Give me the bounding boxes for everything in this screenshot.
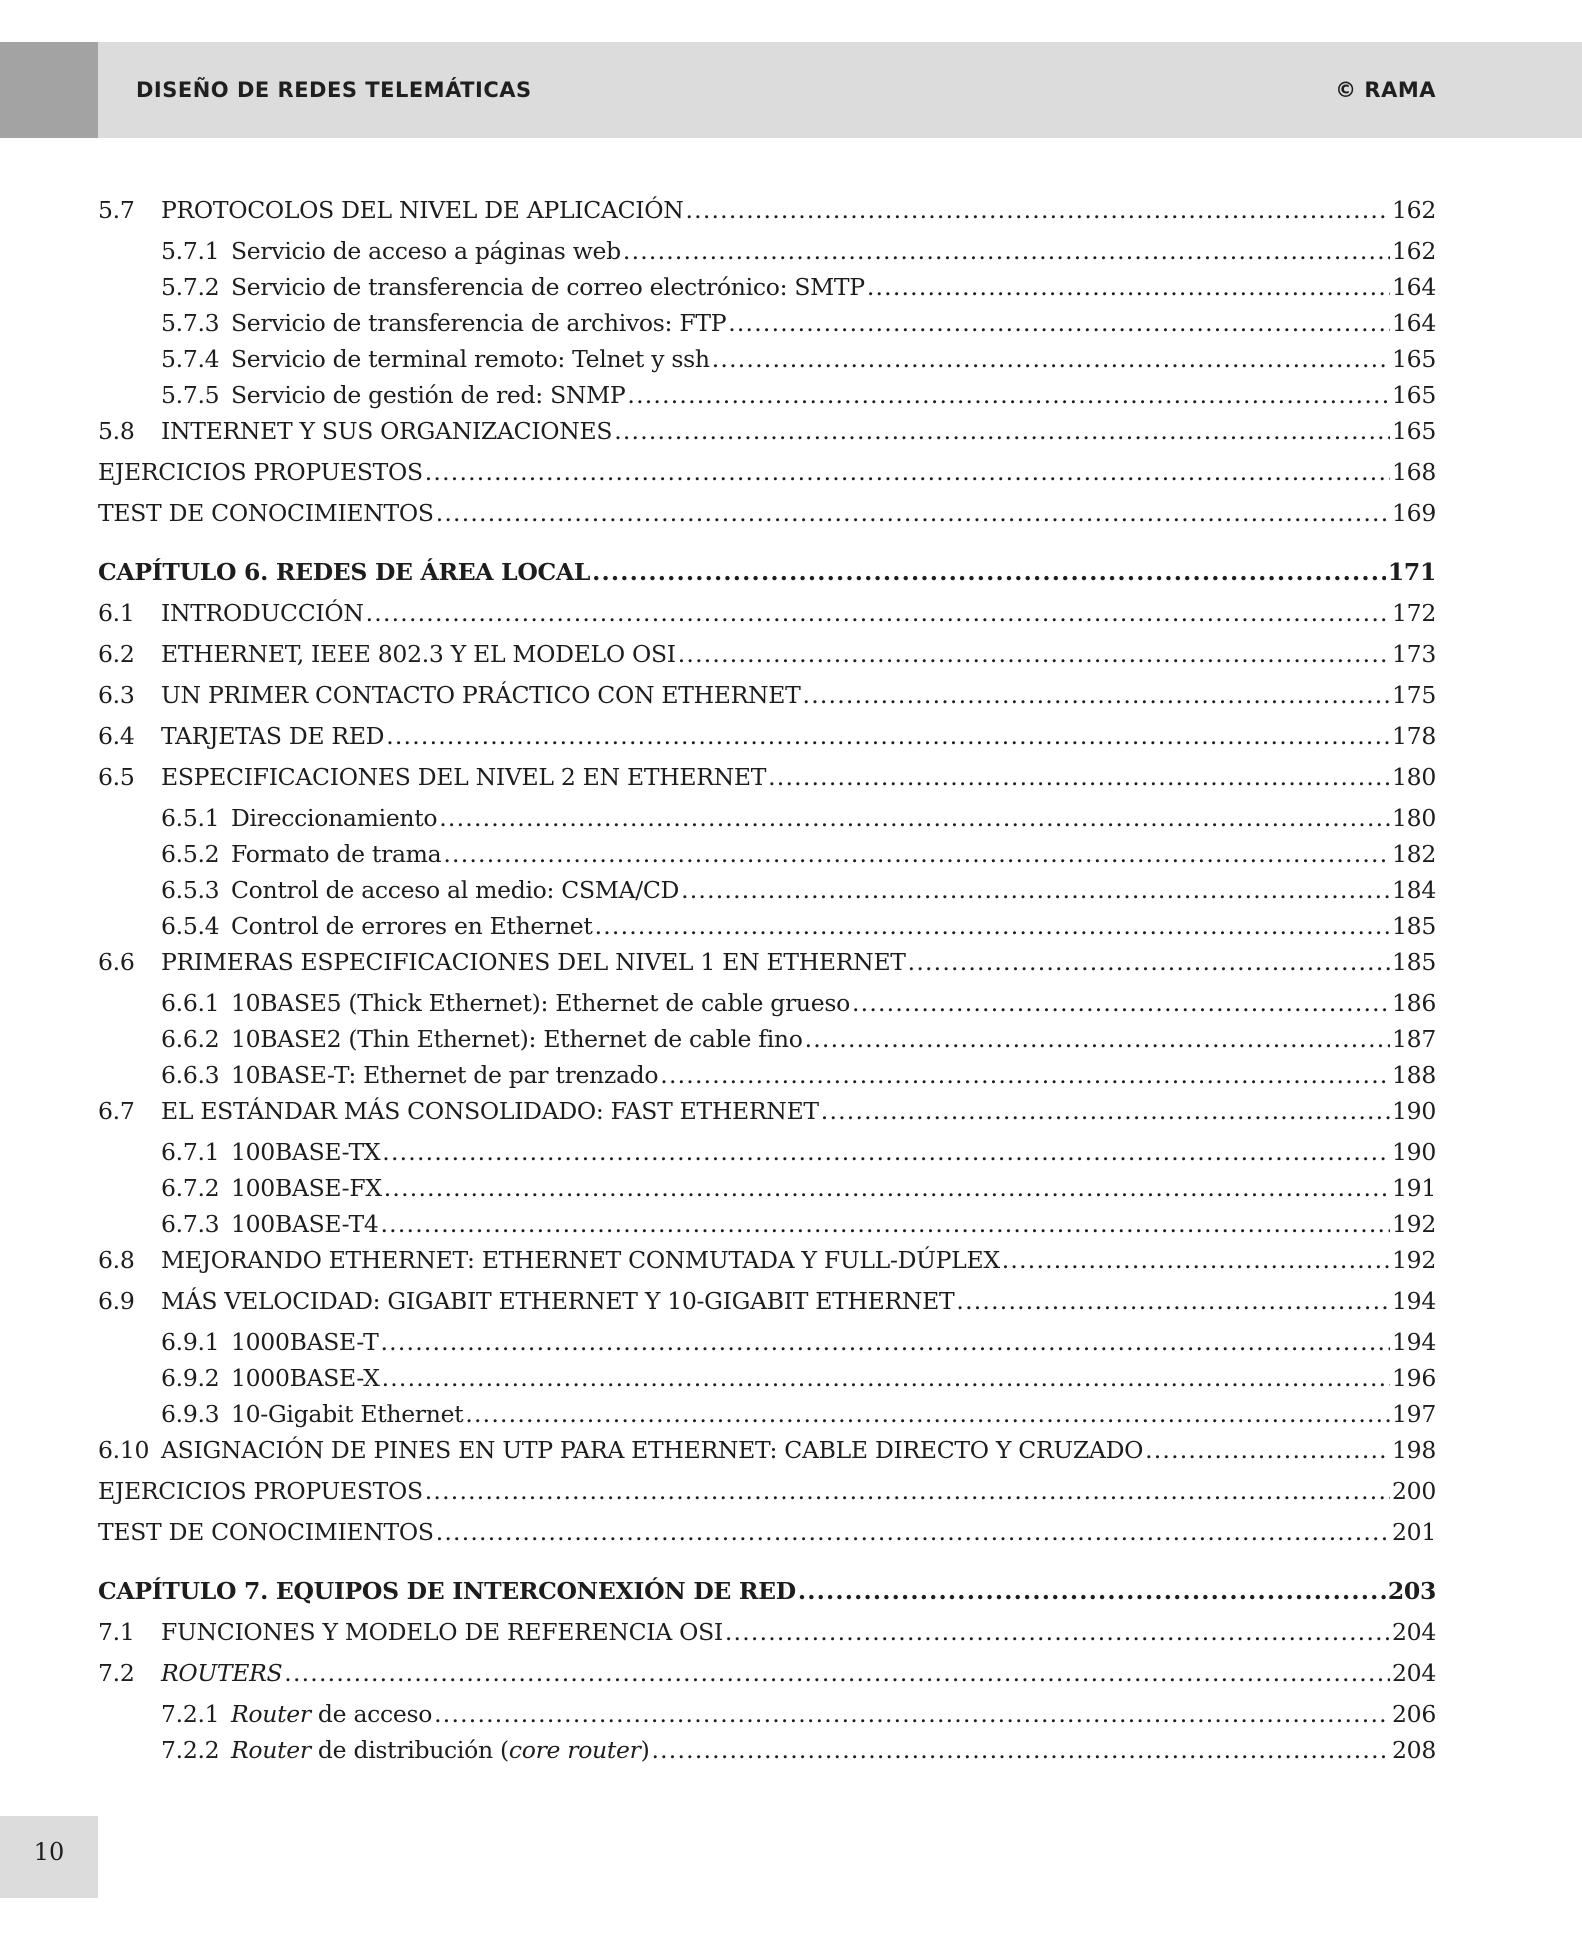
toc-entry-number: 6.2 [98,640,135,668]
dot-leader [592,558,1386,586]
dot-leader [386,722,1390,750]
toc-entry-number: 7.2.1 [161,1700,220,1728]
toc-entry [98,1477,1436,1518]
toc-entry-page: 180 [1392,763,1436,791]
toc-entry-page: 192 [1392,1246,1436,1274]
dot-leader [439,804,1390,832]
table-of-contents [98,196,1436,1772]
toc-entry-title: 10BASE-T: Ethernet de par trenzado [231,1061,659,1089]
toc-entry-title: 100BASE-TX [231,1138,381,1166]
dot-leader [805,1025,1390,1053]
toc-entry-title: TEST DE CONOCIMIENTOS [98,499,434,527]
toc-entry-title: 100BASE-T4 [231,1210,379,1238]
toc-entry-number: 6.1 [98,599,135,627]
toc-entry [98,640,1436,681]
toc-entry-number: 6.5 [98,763,135,791]
dot-leader [1002,1246,1390,1274]
dot-leader [595,912,1390,940]
dot-leader [465,1400,1390,1428]
toc-entry [98,1025,1436,1061]
toc-entry [98,1400,1436,1436]
toc-entry-number: 5.7.5 [161,381,220,409]
toc-entry-page: 172 [1392,599,1436,627]
dot-leader [381,1210,1391,1238]
toc-entry-number: 6.7.3 [161,1210,220,1238]
toc-entry-title: FUNCIONES Y MODELO DE REFERENCIA OSI [161,1618,723,1646]
toc-entry [98,196,1436,237]
toc-entry-number: 6.3 [98,681,135,709]
toc-entry-title: Servicio de acceso a páginas web [231,237,621,265]
toc-entry-page: 175 [1392,681,1436,709]
toc-entry-page: 186 [1392,989,1436,1017]
toc-entry-title: PROTOCOLOS DEL NIVEL DE APLICACIÓN [161,196,684,224]
dot-leader [686,196,1391,224]
dot-leader [867,273,1390,301]
toc-entry [98,417,1436,458]
toc-entry-title: EL ESTÁNDAR MÁS CONSOLIDADO: FAST ETHERNET [161,1097,819,1125]
toc-entry-number: 5.7.4 [161,345,220,373]
toc-entry-page: 188 [1392,1061,1436,1089]
toc-entry-title: Formato de trama [231,840,442,868]
toc-entry-number: 6.5.1 [161,804,220,832]
toc-entry-title: 1000BASE-T [231,1328,379,1356]
toc-entry [98,381,1436,417]
toc-entry-page: 178 [1392,722,1436,750]
toc-entry-title: INTERNET Y SUS ORGANIZACIONES [161,417,613,445]
toc-entry-number: 6.7 [98,1097,135,1125]
toc-entry-title: 10BASE2 (Thin Ethernet): Ethernet de cable fino [231,1025,803,1053]
toc-entry-title: MÁS VELOCIDAD: GIGABIT ETHERNET Y 10-GIGABIT ETHERNET [161,1287,955,1315]
dot-leader [627,381,1390,409]
toc-entry [98,499,1436,540]
toc-entry-page: 197 [1392,1400,1436,1428]
toc-entry-page: 190 [1392,1097,1436,1125]
toc-entry-page: 190 [1392,1138,1436,1166]
toc-entry [98,1436,1436,1477]
toc-entry [98,876,1436,912]
toc-entry-title: ASIGNACIÓN DE PINES EN UTP PARA ETHERNET: CABLE DIRECTO Y CRUZADO [161,1436,1144,1464]
toc-entry-page: 196 [1392,1364,1436,1392]
toc-entry-number: 6.8 [98,1246,135,1274]
toc-entry-title: Control de errores en Ethernet [231,912,593,940]
header-tab [0,42,98,138]
dot-leader [614,417,1390,445]
toc-entry-number: 5.8 [98,417,135,445]
toc-entry [98,1659,1436,1700]
toc-entry-page: 165 [1392,381,1436,409]
toc-entry [98,1364,1436,1400]
page-number: 10 [33,1838,65,1866]
toc-entry-number: 6.7.1 [161,1138,220,1166]
toc-entry-number: 6.9 [98,1287,135,1315]
toc-entry-number: 6.5.4 [161,912,220,940]
toc-entry-page: 201 [1392,1518,1436,1546]
toc-entry-page: 169 [1392,499,1436,527]
toc-entry-title: Router de acceso [231,1700,433,1728]
toc-entry-title: UN PRIMER CONTACTO PRÁCTICO CON ETHERNET [161,681,801,709]
toc-entry [98,989,1436,1025]
toc-entry [98,681,1436,722]
toc-entry-title: ROUTERS [161,1659,283,1687]
toc-entry-number: 7.1 [98,1618,135,1646]
toc-entry-title: Control de acceso al medio: CSMA/CD [231,876,680,904]
toc-entry-number: 7.2.2 [161,1736,220,1764]
toc-entry [98,1518,1436,1559]
toc-entry-number: 6.5.2 [161,840,220,868]
toc-entry [98,948,1436,989]
toc-entry-title: TARJETAS DE RED [161,722,385,750]
dot-leader [725,1618,1390,1646]
toc-entry [98,1328,1436,1364]
dot-leader [803,681,1390,709]
toc-entry [98,1174,1436,1210]
toc-entry-title: EJERCICIOS PROPUESTOS [98,1477,423,1505]
toc-entry-page: 192 [1392,1210,1436,1238]
running-header [98,42,1582,138]
dot-leader [678,640,1390,668]
toc-entry-page: 194 [1392,1287,1436,1315]
toc-entry-number: 6.6.2 [161,1025,220,1053]
toc-entry-page: 162 [1392,196,1436,224]
toc-entry-page: 182 [1392,840,1436,868]
toc-entry-number: 5.7 [98,196,135,224]
toc-entry-page: 165 [1392,417,1436,445]
toc-entry-page: 180 [1392,804,1436,832]
toc-entry-number: 6.4 [98,722,135,750]
dot-leader [623,237,1390,265]
toc-entry-number: 6.10 [98,1436,150,1464]
toc-entry [98,1700,1436,1736]
toc-entry-title: MEJORANDO ETHERNET: ETHERNET CONMUTADA Y FULL-DÚPLEX [161,1246,1000,1274]
dot-leader [956,1287,1390,1315]
toc-entry-title: Servicio de gestión de red: SNMP [231,381,626,409]
toc-entry [98,1210,1436,1246]
dot-leader [821,1097,1390,1125]
toc-entry-page: 191 [1392,1174,1436,1202]
toc-entry-title: ESPECIFICACIONES DEL NIVEL 2 EN ETHERNET [161,763,767,791]
toc-entry-title: CAPÍTULO 6. REDES DE ÁREA LOCAL [98,558,591,586]
toc-entry-number: 7.2 [98,1659,135,1687]
toc-entry [98,1736,1436,1772]
toc-entry-page: 200 [1392,1477,1436,1505]
dot-leader [798,1577,1386,1605]
toc-entry-page: 185 [1392,948,1436,976]
toc-entry [98,1097,1436,1138]
toc-entry-title: Direccionamiento [231,804,438,832]
toc-entry-page: 204 [1392,1659,1436,1687]
toc-entry [98,1061,1436,1097]
toc-entry-title: Router de distribución (core router) [231,1736,650,1764]
toc-entry-page: 206 [1392,1700,1436,1728]
dot-leader [436,1518,1390,1546]
toc-entry-number: 5.7.3 [161,309,220,337]
toc-entry-title: EJERCICIOS PROPUESTOS [98,458,423,486]
dot-leader [284,1659,1390,1687]
toc-entry-title: 1000BASE-X [231,1364,380,1392]
dot-leader [660,1061,1390,1089]
toc-entry-number: 6.7.2 [161,1174,220,1202]
toc-entry-number: 6.9.3 [161,1400,220,1428]
toc-entry [98,273,1436,309]
toc-entry-number: 5.7.1 [161,237,220,265]
toc-entry [98,912,1436,948]
dot-leader [436,499,1390,527]
toc-entry-page: 194 [1392,1328,1436,1356]
dot-leader [768,763,1390,791]
dot-leader [382,1364,1390,1392]
toc-entry [98,1138,1436,1174]
toc-entry [98,804,1436,840]
toc-entry-title: 10BASE5 (Thick Ethernet): Ethernet de cable grueso [231,989,850,1017]
toc-entry-title: 100BASE-FX [231,1174,382,1202]
toc-entry-title: 10-Gigabit Ethernet [231,1400,464,1428]
toc-entry [98,345,1436,381]
toc-entry [98,1618,1436,1659]
toc-entry [98,763,1436,804]
dot-leader [381,1328,1391,1356]
dot-leader [1145,1436,1390,1464]
toc-entry-number: 6.6 [98,948,135,976]
toc-entry-number: 5.7.2 [161,273,220,301]
toc-entry-page: 204 [1392,1618,1436,1646]
toc-entry [98,309,1436,345]
dot-leader [728,309,1390,337]
toc-entry-number: 6.5.3 [161,876,220,904]
dot-leader [384,1174,1390,1202]
toc-entry [98,558,1436,599]
dot-leader [908,948,1390,976]
toc-entry-number: 6.9.2 [161,1364,220,1392]
dot-leader [434,1700,1390,1728]
toc-entry [98,458,1436,499]
dot-leader [651,1736,1390,1764]
toc-entry-page: 164 [1392,309,1436,337]
dot-leader [366,599,1390,627]
dot-leader [443,840,1390,868]
toc-entry-page: 165 [1392,345,1436,373]
toc-entry-number: 6.9.1 [161,1328,220,1356]
toc-entry-title: Servicio de terminal remoto: Telnet y ssh [231,345,710,373]
toc-entry-title: INTRODUCCIÓN [161,599,364,627]
toc-entry [98,599,1436,640]
toc-entry-title: CAPÍTULO 7. EQUIPOS DE INTERCONEXIÓN DE RED [98,1577,796,1605]
toc-entry-page: 203 [1387,1577,1436,1605]
toc-entry-number: 6.6.3 [161,1061,220,1089]
toc-entry-page: 198 [1392,1436,1436,1464]
toc-entry-title: Servicio de transferencia de archivos: FTP [231,309,727,337]
dot-leader [712,345,1390,373]
dot-leader [425,1477,1390,1505]
dot-leader [852,989,1390,1017]
dot-leader [681,876,1390,904]
toc-entry-page: 171 [1387,558,1436,586]
dot-leader [425,458,1390,486]
dot-leader [382,1138,1390,1166]
toc-entry-title: ETHERNET, IEEE 802.3 Y EL MODELO OSI [161,640,676,668]
toc-entry-page: 187 [1392,1025,1436,1053]
toc-entry-page: 162 [1392,237,1436,265]
toc-entry [98,722,1436,763]
toc-entry [98,1287,1436,1328]
toc-entry-title: TEST DE CONOCIMIENTOS [98,1518,434,1546]
toc-entry-number: 6.6.1 [161,989,220,1017]
toc-entry [98,237,1436,273]
toc-entry-page: 184 [1392,876,1436,904]
toc-entry-page: 208 [1392,1736,1436,1764]
toc-entry [98,840,1436,876]
toc-entry [98,1577,1436,1618]
toc-entry-title: PRIMERAS ESPECIFICACIONES DEL NIVEL 1 EN ETHERNET [161,948,906,976]
toc-entry-page: 173 [1392,640,1436,668]
toc-entry-page: 164 [1392,273,1436,301]
toc-entry-page: 185 [1392,912,1436,940]
toc-entry-title: Servicio de transferencia de correo electrónico: SMTP [231,273,865,301]
toc-entry [98,1246,1436,1287]
toc-entry-page: 168 [1392,458,1436,486]
publisher-mark: © RAMA [1335,78,1436,102]
book-title: DISEÑO DE REDES TELEMÁTICAS [136,78,532,102]
